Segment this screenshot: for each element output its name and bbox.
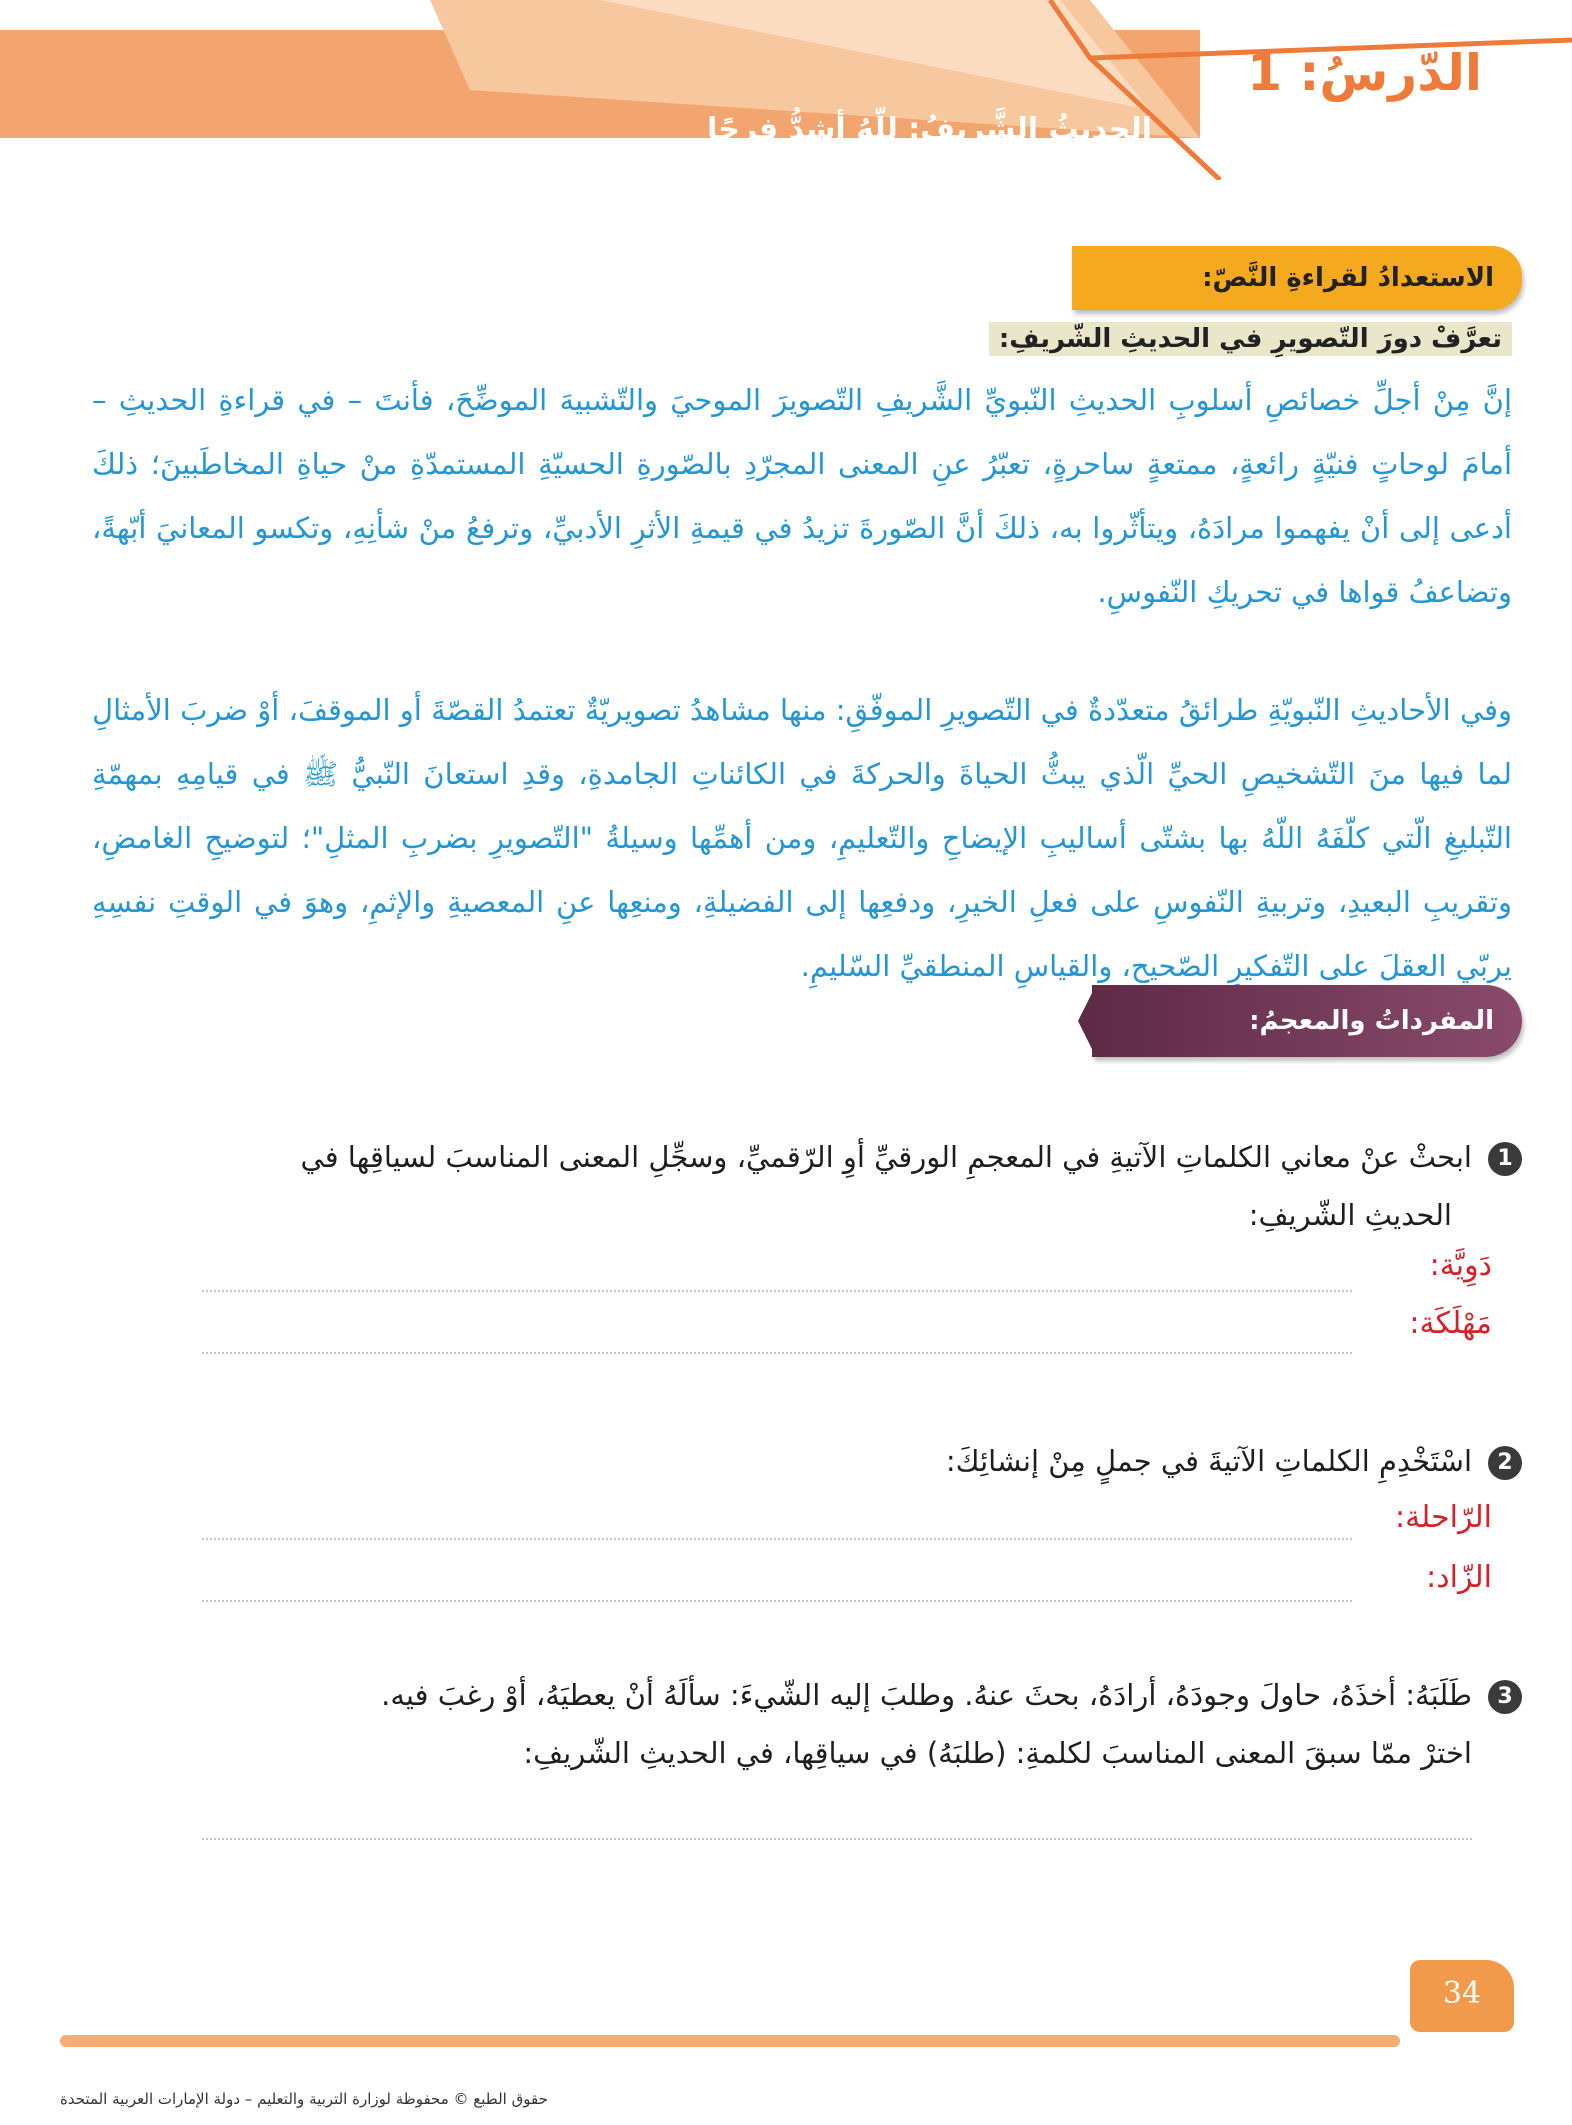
question-2 — [62, 1432, 1522, 1490]
question-3 — [62, 1666, 1522, 1724]
question-3-text: طَلَبَهُ: أخذَهُ، حاولَ وجودَهُ، أرادَهُ، بحثَ عنهُ. وطلبَ إليه الشّيءَ: سألَهُ أنْ يعطيَهُ، أوْ رغبَ فيه. — [381, 1678, 1472, 1712]
preparation-heading-pill — [1072, 246, 1522, 310]
answer-line-3[interactable] — [202, 1538, 1352, 1540]
preparation-heading: الاستعدادُ لقراءةِ النَّصّ: — [1202, 263, 1494, 293]
vocabulary-heading-pill — [1092, 985, 1522, 1057]
question-1-text: ابحثْ عنْ معاني الكلماتِ الآتيةِ في المعجمِ الورقيِّ أوِ الرّقميِّ، وسجِّلِ المعنى المناسبَ لسياقِها في — [300, 1140, 1472, 1174]
page-number-tab — [1410, 1960, 1514, 2032]
preparation-paragraph-2: وفي الأحاديثِ النّبويّةِ طرائقُ متعدّدةٌ في التّصويرِ الموفّقِ: منها مشاهدُ تصويريّةٌ تعتمدُ القصّةَ أو الموقفَ، أوْ ضربَ الأمثالِ لما فيها منَ التّشخيصِ الحيِّ الّذي يبثُّ الحياةَ والحركةَ في الكائناتِ الجامدةِ، وقدِ استعانَ النّبيُّ ﷺ في قيامِهِ بمهمّةِ التّبليغِ الّتي كلّفَهُ اللّهُ بها بشتّى أساليبِ الإيضاحِ والتّعليمِ، ومن أهمِّها وسيلةُ "التّصويرِ بضربِ المثلِ"؛ لتوضيحِ الغامضِ، وتقريبِ البعيدِ، وتربيةِ النّفوسِ على فعلِ الخيرِ، ودفعِها إلى الفضيلةِ، ومنعِها عنِ المعصيةِ والإثمِ، وهوَ في الوقتِ نفسِهِ يربّي العقلَ على التّفكيرِ الصّحيحِ، والقياسِ المنطقيِّ السّليمِ. — [92, 693, 1512, 983]
question-1-text-line2: الحديثِ الشّريفِ: — [1248, 1198, 1452, 1232]
lesson-number: الدّرسُ: 1 — [1247, 44, 1482, 102]
preparation-paragraph-1: إنَّ مِنْ أجلِّ خصائصِ أسلوبِ الحديثِ النّبويِّ الشَّريفِ التّصويرَ الموحيَ والتّشبيهَ الموضِّحَ، فأنتَ – في قراءةِ الحديثِ – أمامَ لوحاتٍ فنيّةٍ رائعةٍ، ممتعةٍ ساحرةٍ، تعبّرُ عنِ المعنى المجرّدِ بالصّورةِ الحسيّةِ المستمدّةِ منْ حياةِ المخاطَبينَ؛ ذلكَ أدعى إلى أنْ يفهموا مرادَهُ، ويتأثّروا به، ذلكَ أنَّ الصّورةَ تزيدُ في قيمةِ الأثرِ الأدبيِّ، وترفعُ منْ شأنِهِ، وتكسو المعانيَ أبّهةً، وتضاعفُ قواها في تحريكِ النّفوسِ. — [92, 383, 1512, 609]
question-3-number: 3 — [1488, 1680, 1522, 1714]
lesson-title: الحديثُ الشَّريفُ: للّهُ أشدُّ فرحًا — [706, 112, 1152, 147]
vocabulary-heading: المفرداتُ والمعجمُ: — [1249, 1006, 1494, 1036]
vocab-word-4: الزّاد: — [1426, 1560, 1492, 1595]
question-2-number: 2 — [1488, 1446, 1522, 1480]
copyright-notice: حقوق الطبع © محفوظة لوزارة التربية والتعليم – دولة الإمارات العربية المتحدة — [60, 2090, 548, 2108]
answer-line-5[interactable] — [202, 1838, 1472, 1840]
page-number: 34 — [1442, 1976, 1482, 2011]
question-1 — [62, 1128, 1522, 1186]
question-1-number: 1 — [1488, 1142, 1522, 1176]
vocab-word-3: الرّاحلة: — [1394, 1500, 1492, 1535]
question-2-text: اسْتَخْدِمِ الكلماتِ الآتيةَ في جملٍ مِنْ إنشائِكَ: — [945, 1444, 1472, 1478]
question-3-text-line2: اخترْ ممّا سبقَ المعنى المناسبَ لكلمةِ: (طلبَهُ) في سياقِها، في الحديثِ الشّريفِ: — [523, 1736, 1472, 1770]
vocab-word-2: مَهْلَكَة: — [1409, 1306, 1492, 1341]
preparation-subheading: تعرَّفْ دورَ التّصويرِ في الحديثِ الشّريفِ: — [989, 322, 1512, 356]
footer-bar — [60, 2035, 1400, 2047]
answer-line-4[interactable] — [202, 1600, 1352, 1602]
answer-line-2[interactable] — [202, 1352, 1352, 1354]
answer-line-1[interactable] — [202, 1290, 1352, 1292]
vocab-word-1: دَوِيَّة: — [1429, 1248, 1492, 1283]
